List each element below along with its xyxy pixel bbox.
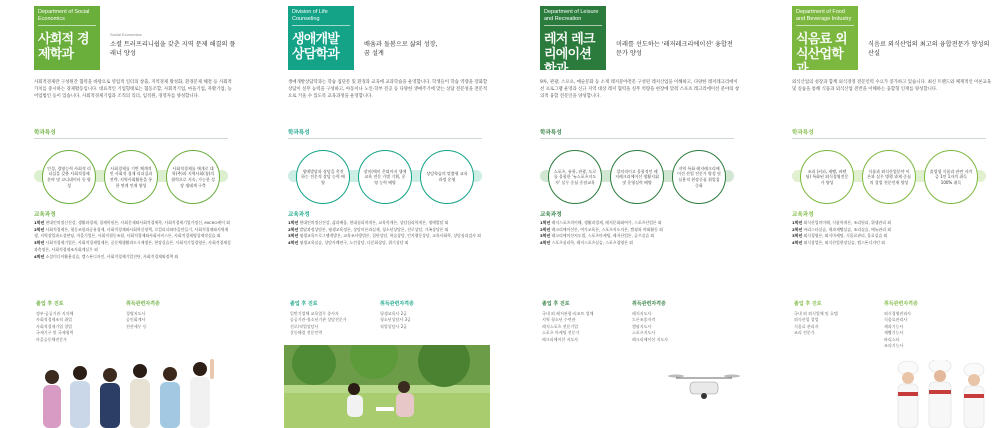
curriculum-row: 2학년 발달과정상담론, 평생교육정론, 상담이론과실제, 청소년상담론, 진로상담, 가족상담론 외 (288, 226, 449, 232)
dept-korean-name: 식음료 외식산업학과 (796, 32, 847, 77)
curriculum-row: 4학년 외식창업론, 외식산업현장실습, 캡스톤디자인 외 (792, 240, 885, 246)
drone-photo (666, 360, 742, 415)
dept-korean-name: 레저 레크리에이션학과 (544, 32, 595, 77)
feature-heading: 학과특성 (792, 130, 814, 136)
feature-circle: 사회적경제를 매개로 대학(추)과 지역사회(청)의 협력으로 지속, 가능한 성장 생태계 구축 (166, 150, 220, 204)
feature-circle: 식품과 외식산업분야 이론과 실무 병행 과제 중심의 창업 전문인재 양성 (862, 150, 916, 204)
dept-header-box (34, 6, 100, 70)
career-item: 레저스포츠 전문기업 (542, 323, 579, 329)
career-list (290, 311, 380, 337)
cert-item: 드론조종자격 (632, 317, 656, 323)
career-item: 국제기구 및 국제협력 (36, 330, 74, 336)
students-photo (30, 355, 236, 428)
cert-item: 공인회계사 (126, 317, 146, 323)
curriculum-heading: 교육과정 (792, 212, 814, 218)
dept-korean-name: 사회적 경제학과 (38, 32, 89, 62)
cert-list (884, 311, 974, 349)
page-leisure-recreation (506, 0, 742, 428)
curriculum-heading: 교육과정 (540, 212, 562, 218)
curriculum-row: 4학년 소셜미디어활용실습, 캡스톤디자인, 사회적경제기업진단, 사회적경제와정책 외 (34, 253, 179, 259)
cert-item: 외식경영관리사 (884, 311, 912, 316)
career-item: 조리 전문가 (794, 330, 815, 336)
curriculum-row: 2학년 바리스타실습, 제과제빵실습, 조리실습, 메뉴관리 외 (792, 226, 892, 232)
feature-circles (792, 150, 986, 200)
dept-korean-name: 생애개발 상담학과 (292, 32, 340, 62)
section-divider (288, 138, 482, 139)
cert-item: 식음료관리사 (884, 317, 908, 323)
dept-header-box (792, 6, 858, 77)
career-item: 국내 외 레저관광·리조트 업체 (542, 311, 594, 316)
career-item: 갈등해결 전문인력 (290, 330, 323, 336)
dept-intro: 사회적경제란 구성원간 협력을 바탕으로 영업적 일터의 창출, 지역경제 활성화, 환경문제 해결 등 사회적가치를 중시하는 경제활동입니다. 대표적인 기업형태로는 협동조합, 사회적기업, 마을기업, 자활기업, 농어업법인 등이 있습니다. 사회적경제기업과 조직의 리더, 임직원, 경영자를 양성합니다. (34, 80, 232, 99)
curriculum-row: 4학년 평생교육실습, 상담사례연구, 노인상담, 다문화상담, 위기상담 외 (288, 240, 409, 246)
feature-circle: 사회경제를 기반 체계적인 사회적 경제 리더십과 전략, 지역사회활용을 통한 연계 인재 양성 (104, 150, 158, 204)
career-heading: 졸업 후 진로 (290, 301, 318, 307)
cert-heading: 취득관련자격증 (632, 301, 666, 307)
career-heading: 졸업 후 진로 (36, 301, 64, 307)
cert-item: 청소년상담사 3급 (380, 317, 411, 323)
feature-circle: 상담학습의 맞춤형 교육과정 운영 (420, 150, 474, 204)
dept-intro: 9차, 관광, 스포츠, 예술문화 등 소재 레저분야전문 구성된 레저산업을 이해하고, 다양한 레저레크리에이션 프로그램 운영과 신규 지역 대상 레저 협력을 실무 역량을 현장에 맞춰 스포츠 레크리에이션 분야의 창의적 융합 전문인을 양성합니다. (540, 80, 740, 99)
cert-column (632, 300, 722, 343)
cert-item: 전산세무 등 (126, 323, 147, 329)
curriculum-row: 1학년 외식산업의이해, 식품학개론, 조리원리, 위생관리 외 (792, 220, 892, 225)
career-heading: 졸업 후 진로 (794, 301, 822, 307)
page-food-beverage (758, 0, 994, 428)
dept-english-name: Department of Social Economics (38, 9, 96, 26)
curriculum-row: 1학년 현대인의정신건강, 삶과배움, 현대심리학개론, 교육학개론, 상담심리학개론, 생애발달 외 (288, 220, 449, 225)
career-section (540, 300, 740, 342)
career-section (288, 300, 488, 336)
career-item: 식음료 관리자 (794, 323, 819, 329)
curriculum-list (792, 220, 990, 247)
slogan-caption: Social Economics (110, 32, 142, 37)
curriculum-row: 2학년 사회적경제론, 협동조합과공유경제, 사회적경제와사회혁신정책, 로컬리더와마을만들기, 사회적경제와지역재생, 지역창업과소셜펀딩, 마을기업론, 사회적협동조합, 사회적경제와사회서비스론, 사회적경제영상제작실습 외 (34, 226, 229, 239)
feature-circle: 장미(에이 은퇴까지 생애교육 전문 가별 기획, 운영 능력 배양 (358, 150, 412, 204)
curriculum-row: 3학년 평생교육프로그램개발론, 교육조사방법론, 집단상담, 학습상담, 인지행동상담, 교육사회학, 상담심리검사 외 (288, 233, 481, 239)
dept-english-name: Department of Leisure and Recreation (544, 9, 602, 26)
feature-circle: 졸업생 식품과 관련 자격증 1인 1자격 취득 100% 취득 (924, 150, 978, 204)
cert-list (126, 311, 216, 330)
section-divider (540, 138, 734, 139)
curriculum-row: 4학년 스포츠심리학, 레저스포츠실습, 스포츠경영론 외 (540, 240, 633, 246)
career-item: 레크리에이션 지도자 (542, 336, 579, 342)
cert-column (126, 300, 216, 330)
feature-circles (34, 150, 228, 200)
curriculum-list (288, 220, 486, 247)
curriculum-heading: 교육과정 (34, 212, 56, 218)
cert-item: 레저지도사 (632, 311, 652, 316)
cert-list (632, 311, 722, 343)
career-item: 사회적경제조직 취업 (36, 317, 73, 323)
feature-circles (288, 150, 482, 200)
career-item: 마을공동체전문가 (36, 336, 67, 342)
career-column (542, 300, 632, 343)
dept-slogan: 소셜 트러프리니쉽을 갖춘 지역 문제 해결의 플래너 양성 (110, 41, 236, 57)
curriculum-row: 1학년 현대인의정신건강, 생활과경제, 경제학원론, 사회문제와사회적경제학, 사회적경제기업가정신, MICRO케어 외 (34, 220, 230, 225)
cert-item: 평생교육사 2급 (380, 311, 408, 316)
cert-item: 캠핑지도사 (632, 323, 652, 329)
feature-heading: 학과특성 (34, 130, 56, 136)
cert-item: 바리스타 (884, 336, 900, 342)
park-study-photo (284, 345, 490, 428)
page-life-counseling (254, 0, 490, 428)
cert-item: 제빵기능사 (884, 330, 904, 336)
cert-item: 경영지도사 (126, 311, 146, 316)
career-item: 진로/직업상담사 (290, 323, 319, 329)
section-divider (34, 138, 228, 139)
dept-slogan: 미래를 선도하는 '레저레크리에이션' 융합전문가 양성 (616, 41, 733, 57)
career-column (290, 300, 380, 337)
curriculum-row: 2학년 레크리에이션론, 여가교육론, 스포츠지도자론, 캠핑과 야외활동 외 (540, 226, 663, 232)
career-section (34, 300, 234, 342)
feature-circle: 지역 특화 레저레크리에이션 산업 전문가 양성 및 실용적 현장중심 취업집중화 (672, 150, 726, 204)
dept-header-box (540, 6, 606, 77)
career-section (792, 300, 992, 349)
chefs-photo (888, 360, 994, 428)
career-item: 스포츠 마케팅 전문가 (542, 330, 580, 336)
career-item: 공공기관·청소년기관 상담전문가 (290, 317, 347, 323)
cert-column (884, 300, 974, 349)
career-item: 외식산업 창업 (794, 317, 819, 323)
cert-item: 제과기능사 (884, 323, 904, 329)
cert-heading: 취득관련자격증 (380, 301, 414, 307)
feature-heading: 학과특성 (288, 130, 310, 136)
curriculum-list (34, 220, 232, 260)
feature-circle: 창의적이고 융합적인 레저레크리에이션 생활지휘 및 운영실력 배양 (610, 150, 664, 204)
dept-intro: 외식산업의 성장과 함께 외식경영 전문인력 수요가 증가하고 있습니다. 최신 트렌드와 체계적인 이론교육 및 실습을 통해 식품과 외식산업 전반을 이해하는 융합형 인재를 양성합니다. (792, 80, 992, 92)
dept-english-name: Division of Life Counseling (292, 9, 350, 26)
career-item: 일반기업체 교육업무 종사자 (290, 311, 339, 316)
feature-circle: 스포츠, 유학, 관광, 도로를 융합한 '뉴스포츠지도자' 실무 중심 중점교육 (548, 150, 602, 204)
career-item: 국내 외 외식업체 및 호텔 (794, 311, 838, 316)
page-social-economics (0, 0, 236, 428)
curriculum-heading: 교육과정 (288, 212, 310, 218)
cert-list (380, 311, 470, 330)
feature-heading: 학과특성 (540, 130, 562, 136)
career-item: 사회적경제기업 창업 (36, 323, 73, 329)
feature-circle: 생애발달과 상담을 촉진하는 전문적 상담 능력 배양 (296, 150, 350, 204)
cert-heading: 취득관련자격증 (884, 301, 918, 307)
career-column (36, 300, 126, 343)
cert-item: 레크리에이션 지도자 (632, 336, 669, 342)
feature-circle: 조리 (커피, 제빵, 바텐딩) 특화된 외식경영전문가 양성 (800, 150, 854, 204)
cert-column (380, 300, 470, 330)
career-column (794, 300, 884, 337)
cert-heading: 취득관련자격증 (126, 301, 160, 307)
cert-item: 조리기능사 (884, 343, 904, 349)
curriculum-row: 3학년 레크리에이션지도법, 스포츠마케팅, 레저산업론, 골프실습 외 (540, 233, 655, 239)
dept-english-name: Department of Food and Beverage Industry (796, 9, 854, 26)
career-list (794, 311, 884, 337)
career-item: 지역 청소년 수련관 (542, 317, 576, 323)
feature-circle: 인성, 경영능력 사회적 리더십을 갖춘 사회적경제분야 및 코디네이터 등 양성 (42, 150, 96, 204)
curriculum-row: 1학년 레저스포츠의이해, 생활과경제, 레저문화와여가, 스포츠산업론 외 (540, 220, 662, 225)
career-list (36, 311, 126, 343)
career-item: 정부·공공기관 지자체 (36, 311, 74, 316)
cert-item: 직업상담사 2급 (380, 323, 408, 329)
dept-slogan: 식음료 외식산업의 최고의 융합전문가 양성의 산실 (868, 41, 990, 57)
career-list (542, 311, 632, 343)
section-divider (792, 138, 986, 139)
dept-slogan: 배움과 돌봄으로 삶의 성장, 꿈 설계 (364, 41, 438, 57)
feature-circles (540, 150, 734, 200)
curriculum-row: 3학년 외식경영론, 외식마케팅, 식음료관리, 음료실습 외 (792, 233, 888, 239)
dept-header-box (288, 6, 354, 70)
dept-intro: 생애개발상담학과는 학습 집단문 및 환경과 교육에 교과학습을 운영합니다. 학생들이 학습 역량을 강화할 상담이 실무 능력을 구성하고, 아동이나 노인·학부 전공 등 다양한 생애주기에 맞는 상담 전문성을 전문적으로 키울 수 있도록 교육과정을 운영합니다. (288, 80, 488, 99)
curriculum-row: 3학년 사회적경제기업론, 사회적경제법제론, 공동체생활과도시재생론, 현장실습론, 사회적기업경영론, 사회적경제성과측정론, 사회적경제조직회계실무 외 (34, 240, 231, 252)
career-heading: 졸업 후 진로 (542, 301, 570, 307)
curriculum-list (540, 220, 738, 247)
cert-item: 스포츠지도사 (632, 330, 656, 336)
